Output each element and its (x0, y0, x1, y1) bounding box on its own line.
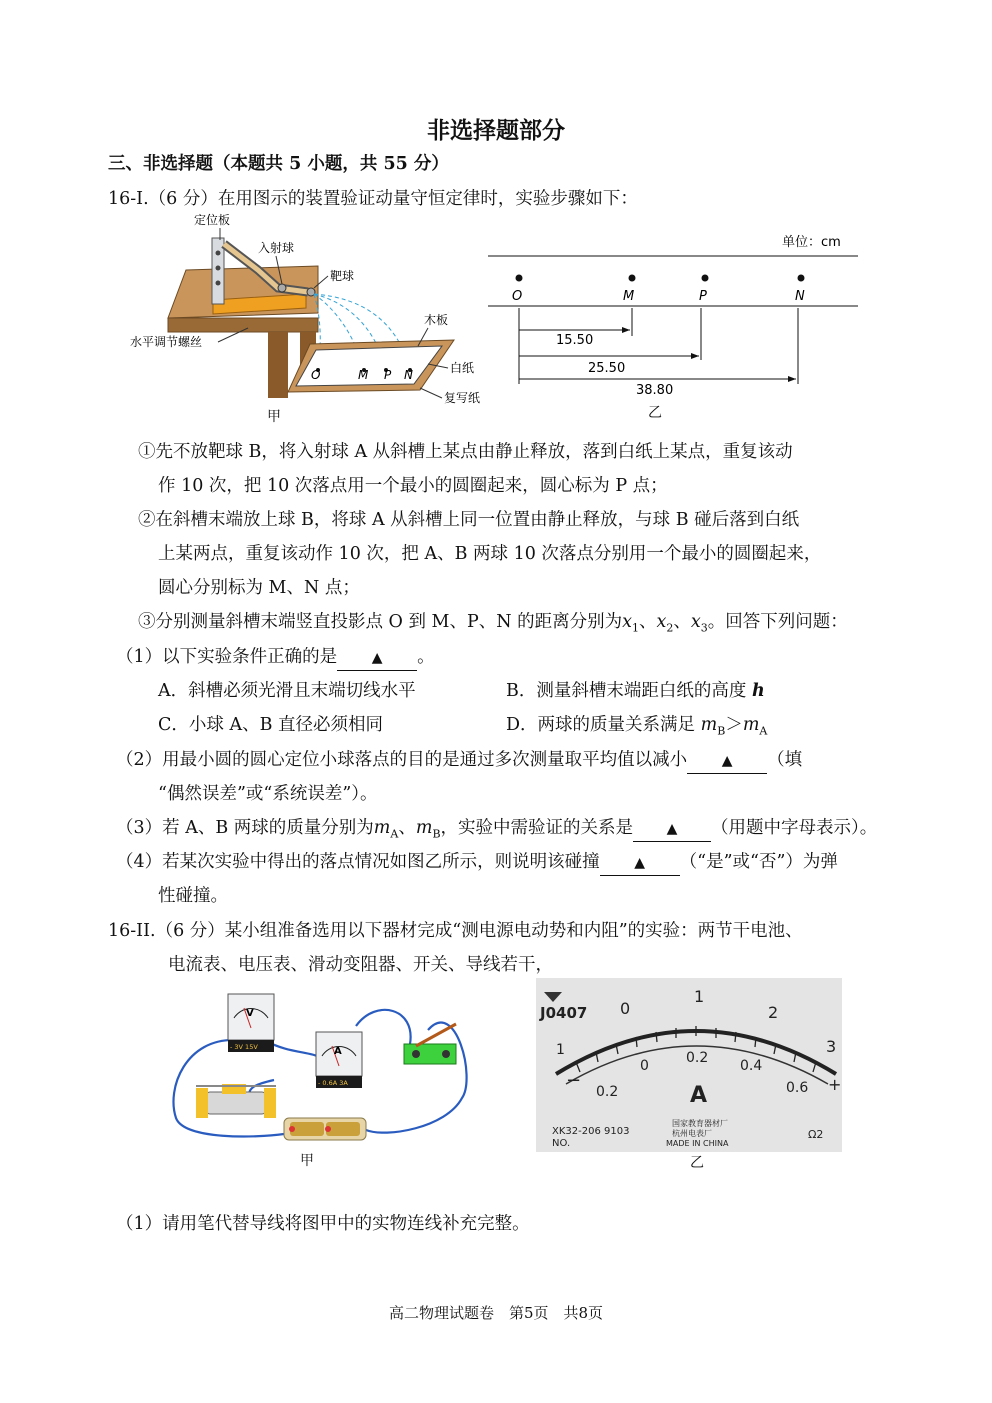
label-white-paper: 白纸 (450, 361, 475, 375)
point-N-label: N (404, 368, 413, 382)
apparatus-figure (128, 208, 508, 428)
step3-text: ③分别测量斜槽末端竖直投影点 O 到 M、P、N 的距离分别为 (138, 612, 623, 632)
unit-label: 单位：cm (782, 235, 841, 250)
point-P-label: P (384, 368, 392, 382)
lower-scale-3: 0.6 (786, 1080, 809, 1096)
incident-ball (278, 284, 286, 292)
question-4-cont: 性碰撞。 (158, 886, 228, 906)
meter-photo (536, 978, 842, 1152)
var-x2: x (656, 612, 667, 632)
q16-2-intro: 16-II.（6 分）某小组准备选用以下器材完成“测电源电动势和内阻”的实验：两节干电池、 (108, 921, 803, 941)
ammeter-letter: A (334, 1046, 342, 1057)
lower-scale-1: 0.2 (686, 1050, 709, 1066)
meter-maker-2: 杭州电表厂 (672, 1129, 712, 1138)
circuit-fig-caption: 甲 (300, 1153, 314, 1169)
meter-made-in: MADE IN CHINA (666, 1139, 729, 1148)
page-footer: 高二物理试题卷 第5页 共8页 (388, 1304, 604, 1322)
point-O-label: O (311, 368, 321, 382)
var-x3: x (690, 612, 701, 632)
fig-jia-caption: 甲 (267, 409, 281, 425)
fig-yi-caption: 乙 (648, 405, 662, 421)
wire (366, 1023, 467, 1133)
dist-OM-value: 15.50 (556, 333, 594, 348)
option-C: C．小球 A、B 直径必须相同 (158, 715, 384, 735)
point-O (516, 275, 523, 282)
lower-scale-2: 0.4 (740, 1058, 763, 1074)
question-1: （1）以下实验条件正确的是 ▲ 。 (116, 645, 435, 671)
answer-blank-4[interactable]: ▲ (600, 850, 680, 876)
upper-scale-1: 1 (694, 987, 705, 1006)
page-title: 非选择题部分 (427, 118, 565, 144)
meter-maker-1: 国家教育器材厂 (672, 1119, 728, 1128)
answer-blank-3[interactable]: ▲ (633, 816, 711, 842)
step2-line1: ②在斜槽末端放上球 B，将球 A 从斜槽上同一位置由静止释放，与球 B 碰后落到白纸 (138, 510, 800, 530)
step3-line: ③分别测量斜槽末端竖直投影点 O 到 M、P、N 的距离分别为$x_1$、$x_2$、$x_3$。回答下列问题： (138, 612, 848, 635)
lower-scale-0: 0 (640, 1058, 649, 1074)
var-x1: x (622, 612, 632, 632)
circuit-figure (166, 988, 476, 1146)
meter-no: NO. (552, 1138, 571, 1149)
section-heading: 三、非选择题（本题共 5 小题，共 55 分） (108, 154, 449, 174)
question-3: （3）若 A、B 两球的质量分别为$m_A$、$m_B$，实验中需验证的关系是 ▲ （用题中字母表示）。 (116, 818, 878, 841)
point-N-name: N (795, 289, 805, 304)
step1-line2: 作 10 次，把 10 次落点用一个最小的圆圈起来，圆心标为 P 点； (158, 476, 668, 496)
label-incident-ball: 入射球 (258, 241, 295, 255)
dist-OP-value: 25.50 (588, 361, 626, 376)
table-leg (268, 332, 288, 398)
dist-ON-value: 38.80 (636, 383, 674, 398)
left-mark-1: 1 (556, 1042, 565, 1058)
rheostat (206, 1092, 266, 1114)
question-4: （4）若某次实验中得出的落点情况如图乙所示，则说明该碰撞 ▲ （“是”或“否”）为弹 (116, 850, 838, 876)
upper-scale-3: 3 (826, 1037, 837, 1056)
point-N (798, 275, 805, 282)
point-P (702, 275, 709, 282)
option-B: B．测量斜槽末端距白纸的高度 h (506, 681, 765, 701)
point-M-name: M (623, 289, 635, 304)
label-level-screw: 水平调节螺丝 (130, 335, 203, 349)
upper-scale-2: 2 (768, 1003, 779, 1022)
label-carbon-paper: 复写纸 (444, 391, 481, 405)
point-O-name: O (512, 289, 523, 304)
step2-line3: 圆心分别标为 M、N 点； (158, 578, 360, 598)
ammeter-terminals: - 0.6A 3A (318, 1079, 348, 1087)
label-target-ball: 靶球 (330, 269, 355, 283)
question-2: （2）用最小圆的圆心定位小球落点的目的是通过多次测量取平均值以减小 ▲ （填 (116, 748, 802, 774)
meter-model: J0407 (540, 1004, 588, 1022)
point-P-name: P (699, 289, 707, 304)
meter-unit-letter: A (690, 1083, 708, 1108)
upper-scale-0: 0 (620, 999, 631, 1018)
q16-2-intro-cont: 电流表、电压表、滑动变阻器、开关、导线若干， (168, 955, 553, 975)
option-A: A．斜槽必须光滑且末端切线水平 (158, 681, 416, 701)
point-M (629, 275, 636, 282)
answer-blank-1[interactable]: ▲ (337, 645, 417, 671)
q16-1-intro: 16-I.（6 分）在用图示的装置验证动量守恒定律时，实验步骤如下： (108, 189, 638, 209)
meter-grade: Ω2 (808, 1128, 824, 1141)
meter-fig-caption: 乙 (690, 1155, 704, 1171)
answer-blank-2[interactable]: ▲ (687, 748, 767, 774)
meter-serial: XK32-206 9103 (552, 1126, 630, 1137)
wire (356, 1010, 411, 1044)
svg-text:−: − (566, 1070, 582, 1091)
label-positioning-board: 定位板 (194, 213, 231, 227)
left-mark-2: 0.2 (596, 1084, 619, 1100)
step1-line1: ①先不放靶球 B，将入射球 A 从斜槽上某点由静止释放，落到白纸上某点，重复该动 (138, 442, 793, 462)
point-M-label: M (358, 368, 369, 382)
voltmeter-terminals: - 3V 15V (230, 1043, 258, 1051)
step2-line2: 上某两点，重复该动作 10 次，把 A、B 两球 10 次落点分别用一个最小的圆圈起来， (158, 544, 822, 564)
label-wood-board: 木板 (424, 313, 449, 327)
voltmeter-letter: V (246, 1008, 254, 1019)
landing-points-figure (486, 226, 862, 406)
svg-text:+: + (828, 1075, 842, 1094)
option-D: D．两球的质量关系满足 $m_B>m_A$ (506, 715, 768, 738)
q16-2-question-1: （1）请用笔代替导线将图甲中的实物连线补充完整。 (116, 1214, 530, 1234)
question-2-cont: “偶然误差”或“系统误差”）。 (158, 784, 378, 804)
